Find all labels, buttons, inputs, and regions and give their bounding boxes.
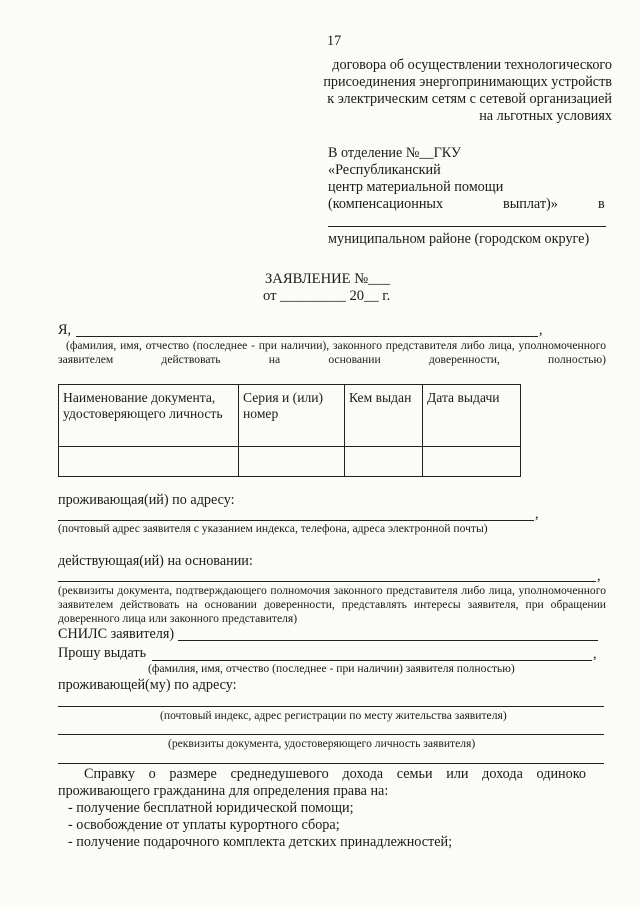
- applicant-prefix: Я,: [58, 322, 72, 338]
- comma: ,: [539, 322, 543, 338]
- resident-document-field[interactable]: [58, 734, 604, 735]
- snils-field[interactable]: [178, 640, 598, 641]
- appendix-header: [323, 57, 612, 125]
- comma: ,: [593, 646, 597, 662]
- addressee-line: муниципальном районе (городском округе): [328, 231, 590, 247]
- applicant-name-field[interactable]: [76, 336, 538, 337]
- fill-line[interactable]: [328, 226, 606, 227]
- list-item: - получение подарочного комплекта детских принадлежностей;: [68, 834, 453, 850]
- addressee-line: В отделение №__ГКУ: [328, 145, 462, 161]
- addressee-line: выплат)»: [503, 196, 558, 212]
- list-item: - освобождение от уплаты курортного сбора;: [68, 817, 340, 833]
- resident-hint: (реквизиты документа, удостоверяющего личность заявителя): [168, 737, 476, 750]
- request-label: Прошу выдать: [58, 645, 147, 661]
- table-cell[interactable]: [423, 447, 521, 477]
- applicant-hint: (фамилия, имя, отчество (последнее - при наличии), законного представителя либо лица, уполномоченного заявителем действовать на основании доверенности, полностью): [58, 339, 606, 366]
- addressee-line: (компенсационных: [328, 196, 444, 212]
- list-item: - получение бесплатной юридической помощи;: [68, 800, 354, 816]
- header-line: на льготных условиях: [479, 108, 612, 124]
- address-field[interactable]: [58, 520, 534, 521]
- addressee-line: центр материальной помощи: [328, 179, 504, 195]
- document-date: от _________ 20__ г.: [263, 288, 391, 304]
- request-hint: (фамилия, имя, отчество (последнее - при наличии) заявителя полностью): [148, 662, 515, 675]
- comma: ,: [535, 506, 539, 522]
- table-header-cell: Кем выдан: [345, 385, 423, 447]
- basis-label: действующая(ий) на основании:: [58, 553, 253, 569]
- identity-document-table: [58, 384, 521, 477]
- comma: ,: [597, 568, 601, 584]
- address-label: проживающая(ий) по адресу:: [58, 492, 235, 508]
- request-name-field[interactable]: [152, 660, 592, 661]
- snils-label: СНИЛС заявителя): [58, 626, 175, 642]
- table-cell[interactable]: [59, 447, 239, 477]
- table-header-row: [59, 385, 521, 447]
- table-cell[interactable]: [345, 447, 423, 477]
- basis-field[interactable]: [58, 581, 596, 582]
- body-text: проживающего гражданина для определения права на:: [58, 783, 389, 799]
- table-header-cell: Дата выдачи: [423, 385, 521, 447]
- header-line: присоединения энергопринимающих устройств: [323, 74, 612, 90]
- basis-hint: (реквизиты документа, подтверждающего полномочия законного представителя либо лица, уполномоченного заявителем действовать на основании доверенности, представлять интересы заявителя, при обращении доверенного лица или законного представителя): [58, 584, 606, 625]
- addressee-line: «Республиканский: [328, 162, 441, 178]
- resident-hint: (почтовый индекс, адрес регистрации по месту жительства заявителя): [160, 709, 507, 722]
- header-line: к электрическим сетям с сетевой организацией: [327, 91, 612, 107]
- address-hint: (почтовый адрес заявителя с указанием индекса, телефона, адреса электронной почты): [58, 522, 488, 535]
- page-number: 17: [327, 33, 342, 49]
- body-text: Справку о размере среднедушевого дохода семьи или дохода одиноко: [84, 766, 586, 782]
- document-title: ЗАЯВЛЕНИЕ №___: [265, 271, 391, 287]
- table-header-cell: Наименование документа, удостоверяющего личность: [59, 385, 239, 447]
- divider-line: [58, 763, 604, 764]
- table-header-cell: Серия и (или) номер: [239, 385, 345, 447]
- addressee-line: в: [598, 196, 605, 212]
- table-cell[interactable]: [239, 447, 345, 477]
- resident-label: проживающей(му) по адресу:: [58, 677, 237, 693]
- table-row: [59, 447, 521, 477]
- header-line: договора об осуществлении технологического: [332, 57, 612, 73]
- resident-address-field[interactable]: [58, 706, 604, 707]
